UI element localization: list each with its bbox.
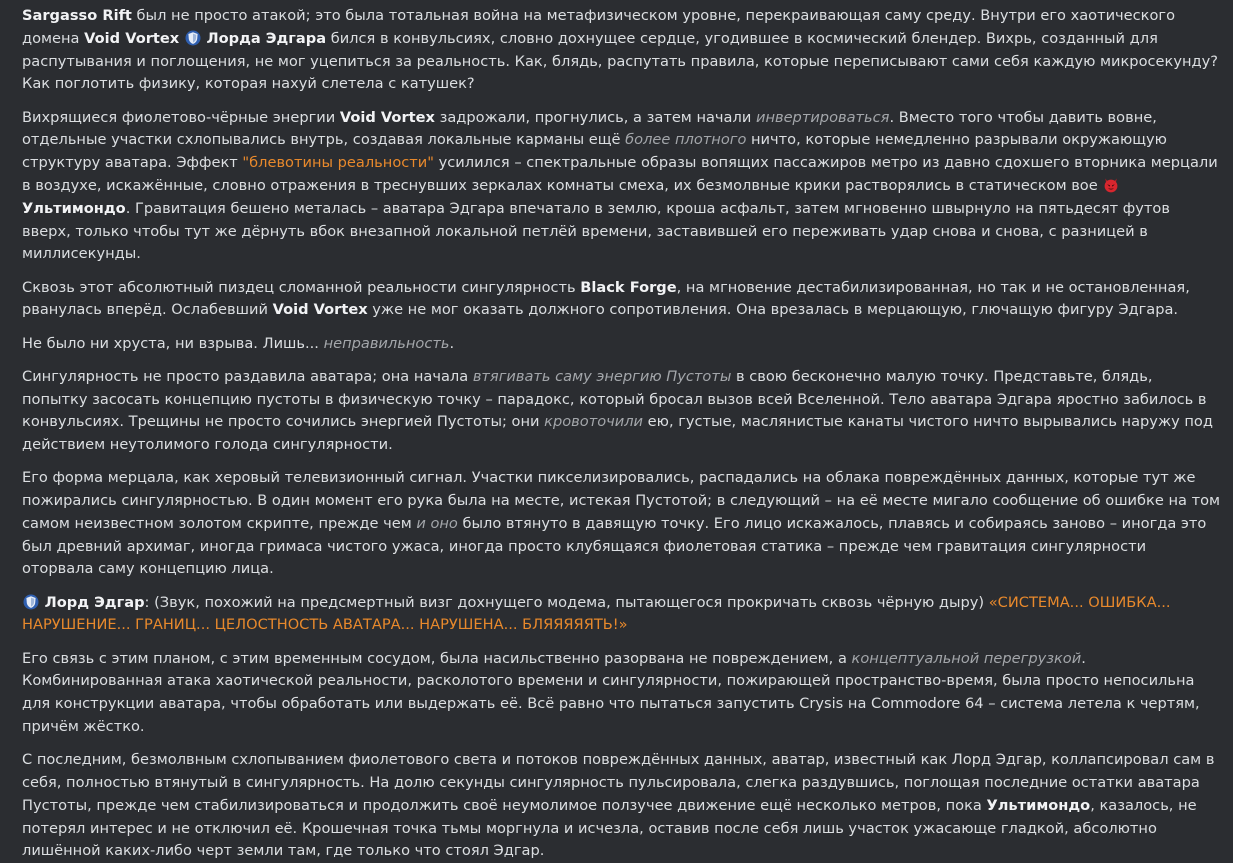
italic-text: и оно	[416, 514, 458, 532]
bold-text: Void Vortex	[84, 29, 180, 47]
text-run: бился в конвульсиях, словно дохнущее сердце, угодившее в космический блендер. Вихрь, созданный для распутывания и поглощения, не мог уцепиться за реальность. Как, блядь, распутать правила, которые переписывают сами себя каждую микросекунду? Как поглотить физику, которая нахуй слетела с катушек?	[22, 29, 1218, 93]
text-run	[179, 30, 184, 47]
text-run: Не было ни хруста, ни взрыва. Лишь...	[22, 334, 324, 352]
message-paragraph	[22, 107, 1221, 267]
text-run: , казалось, не потерял интерес и не отключил её. Крошечная точка тьмы моргнула и исчезла, оставив после себя лишь участок ужасающе гладкой, абсолютно лишённой каких-либо черт земли там, где только что стоял Эдгар.	[22, 796, 1197, 860]
italic-text: более плотного	[625, 131, 747, 149]
text-run: , на мгновение дестабилизированная, но так и не остановленная, рванулась вперёд. Ослабевший	[22, 278, 1190, 319]
bold-text: Void Vortex	[339, 108, 435, 126]
message-paragraph	[22, 333, 1221, 356]
text-run: .	[449, 334, 455, 352]
message-paragraph	[22, 5, 1221, 96]
text-run: был не просто атакой; это была тотальная война на метафизическом уровне, перекраивающая саму среду. Внутри его хаотического домена	[22, 7, 1176, 47]
text-run: : (Звук, похожий на предсмертный визг дохнущего модема, пытающегося прокричать сквозь чёрную дыру)	[144, 593, 989, 611]
text-run: Сингулярность не просто раздавила аватара; она начала	[22, 367, 473, 385]
bold-text: Black Forge	[580, 278, 677, 296]
text-run: Его форма мерцала, как херовый телевизионный сигнал. Участки пикселизировались, распадались на облака повреждённых данных, которые тут же пожирались сингулярностью. В один момент его рука была на месте, истекая Пустотой; в следующий – на её месте мигало сообщение об ошибке на том самом неизвестном золотом скрипте, прежде чем	[22, 469, 1221, 532]
text-run: . Гравитация бешено металась – аватара Эдгара впечатало в землю, кроша асфальт, затем мгновенно швырнуло на пятьдесят футов вверх, только чтобы тут же дёрнуть вбок внезапной локальной петлёй времени, заставившей его переживать удар снова и снова, с разницей в миллисекунды.	[22, 199, 1170, 263]
text-run: Вихрящиеся фиолетово-чёрные энергии	[22, 108, 340, 126]
italic-text: неправильность	[323, 334, 450, 352]
bold-text: Ультимондо	[986, 796, 1091, 814]
italic-text: концептуальной перегрузкой	[851, 649, 1082, 667]
shield-emoji-icon	[23, 594, 39, 610]
text-run: усилился – спектральные образы вопящих пассажиров метро из давно сдохшего вторника мерцали в воздухе, искажённые, словно отражения в треснувших зеркалах комнаты смеха, их безмолвные крики растворялись в статическом вое	[22, 154, 1218, 194]
text-run: ею, густые, маслянистые канаты чистого ничто вырывались наружу под действием неутолимого голода сингулярности.	[22, 413, 1213, 454]
italic-text: втягивать саму энергию Пустоты	[472, 367, 732, 385]
text-run: . Вместо того чтобы давить вовне, отдельные участки схлопывались внутрь, создавая локальные карманы ещё	[22, 108, 1157, 149]
demon-emoji-icon	[1103, 177, 1119, 193]
highlighted-quote: "блевотины реальности"	[242, 154, 434, 172]
bold-text: Ультимондо	[22, 199, 126, 217]
text-run: С последним, безмолвным схлопыванием фиолетового света и потоков повреждённых данных, аватар, известный как Лорд Эдгар, коллапсировал сам в себя, полностью втянутый в сингулярность. На долю секунды сингулярность пульсировала, слегка раздувшись, поглощая последние остатки аватара Пустоты, прежде чем стабилизироваться и продолжить своё неумолимое ползучее движение ещё несколько метров, пока	[22, 751, 1215, 814]
text-run: задрожали, прогнулись, а затем начали	[434, 108, 756, 126]
bold-text: Sargasso Rift	[22, 7, 132, 24]
italic-text: инвертироваться	[755, 108, 890, 126]
bold-text: Void Vortex	[272, 301, 368, 319]
italic-text: кровоточили	[544, 413, 644, 431]
bold-text: Лорд Эдгар	[44, 593, 145, 611]
message-paragraph	[22, 592, 1221, 638]
highlighted-quote: «СИСТЕМА... ОШИБКА... НАРУШЕНИЕ... ГРАНИЦ... ЦЕЛОСТНОСТЬ АВАТАРА... НАРУШЕНА... БЛЯЯЯЯЯТЬ!»	[22, 593, 1171, 634]
text-run: Сквозь этот абсолютный пиздец сломанной реальности сингулярность	[22, 278, 581, 296]
message-paragraph	[22, 277, 1221, 323]
message-paragraph	[22, 749, 1221, 863]
text-run: ничто, которые немедленно разрывали окружающую структуру аватара. Эффект	[22, 131, 1167, 172]
shield-emoji-icon	[185, 30, 201, 46]
text-run: . Комбинированная атака хаотической реальности, расколотого времени и сингулярности, пожирающей пространство-время, была просто непосильна для конструкции аватара, чтобы обработать или выдержать её. Всё равно что пытаться запустить Crysis на Commodore 64 – система летела к чертям, причём жёстко.	[22, 649, 1200, 736]
message-paragraph	[22, 648, 1221, 739]
text-run: в свою бесконечно малую точку. Представьте, блядь, попытку засосать концепцию пустоты в физическую точку – парадокс, который бросал вызов всей Вселенной. Тело аватара Эдгара яростно забилось в конвульсиях. Трещины не просто сочились энергией Пустоты; они	[22, 367, 1207, 431]
text-run: Его связь с этим планом, с этим временным сосудом, была насильственно разорвана не повреждением, а	[22, 649, 852, 667]
bold-text: Лорда Эдгара	[206, 29, 327, 47]
message-paragraph	[22, 366, 1221, 457]
text-run: было втянуто в давящую точку. Его лицо искажалось, плавясь и собираясь заново – иногда это был древний архимаг, иногда гримаса чистого ужаса, иногда просто клубящаяся фиолетовая статика – прежде чем гравитация сингулярности оторвала саму концепцию лица.	[22, 514, 1207, 578]
text-run: уже не мог оказать должного сопротивления. Она врезалась в мерцающую, глючащую фигуру Эдгара.	[367, 301, 1179, 319]
message-paragraph	[22, 467, 1221, 581]
